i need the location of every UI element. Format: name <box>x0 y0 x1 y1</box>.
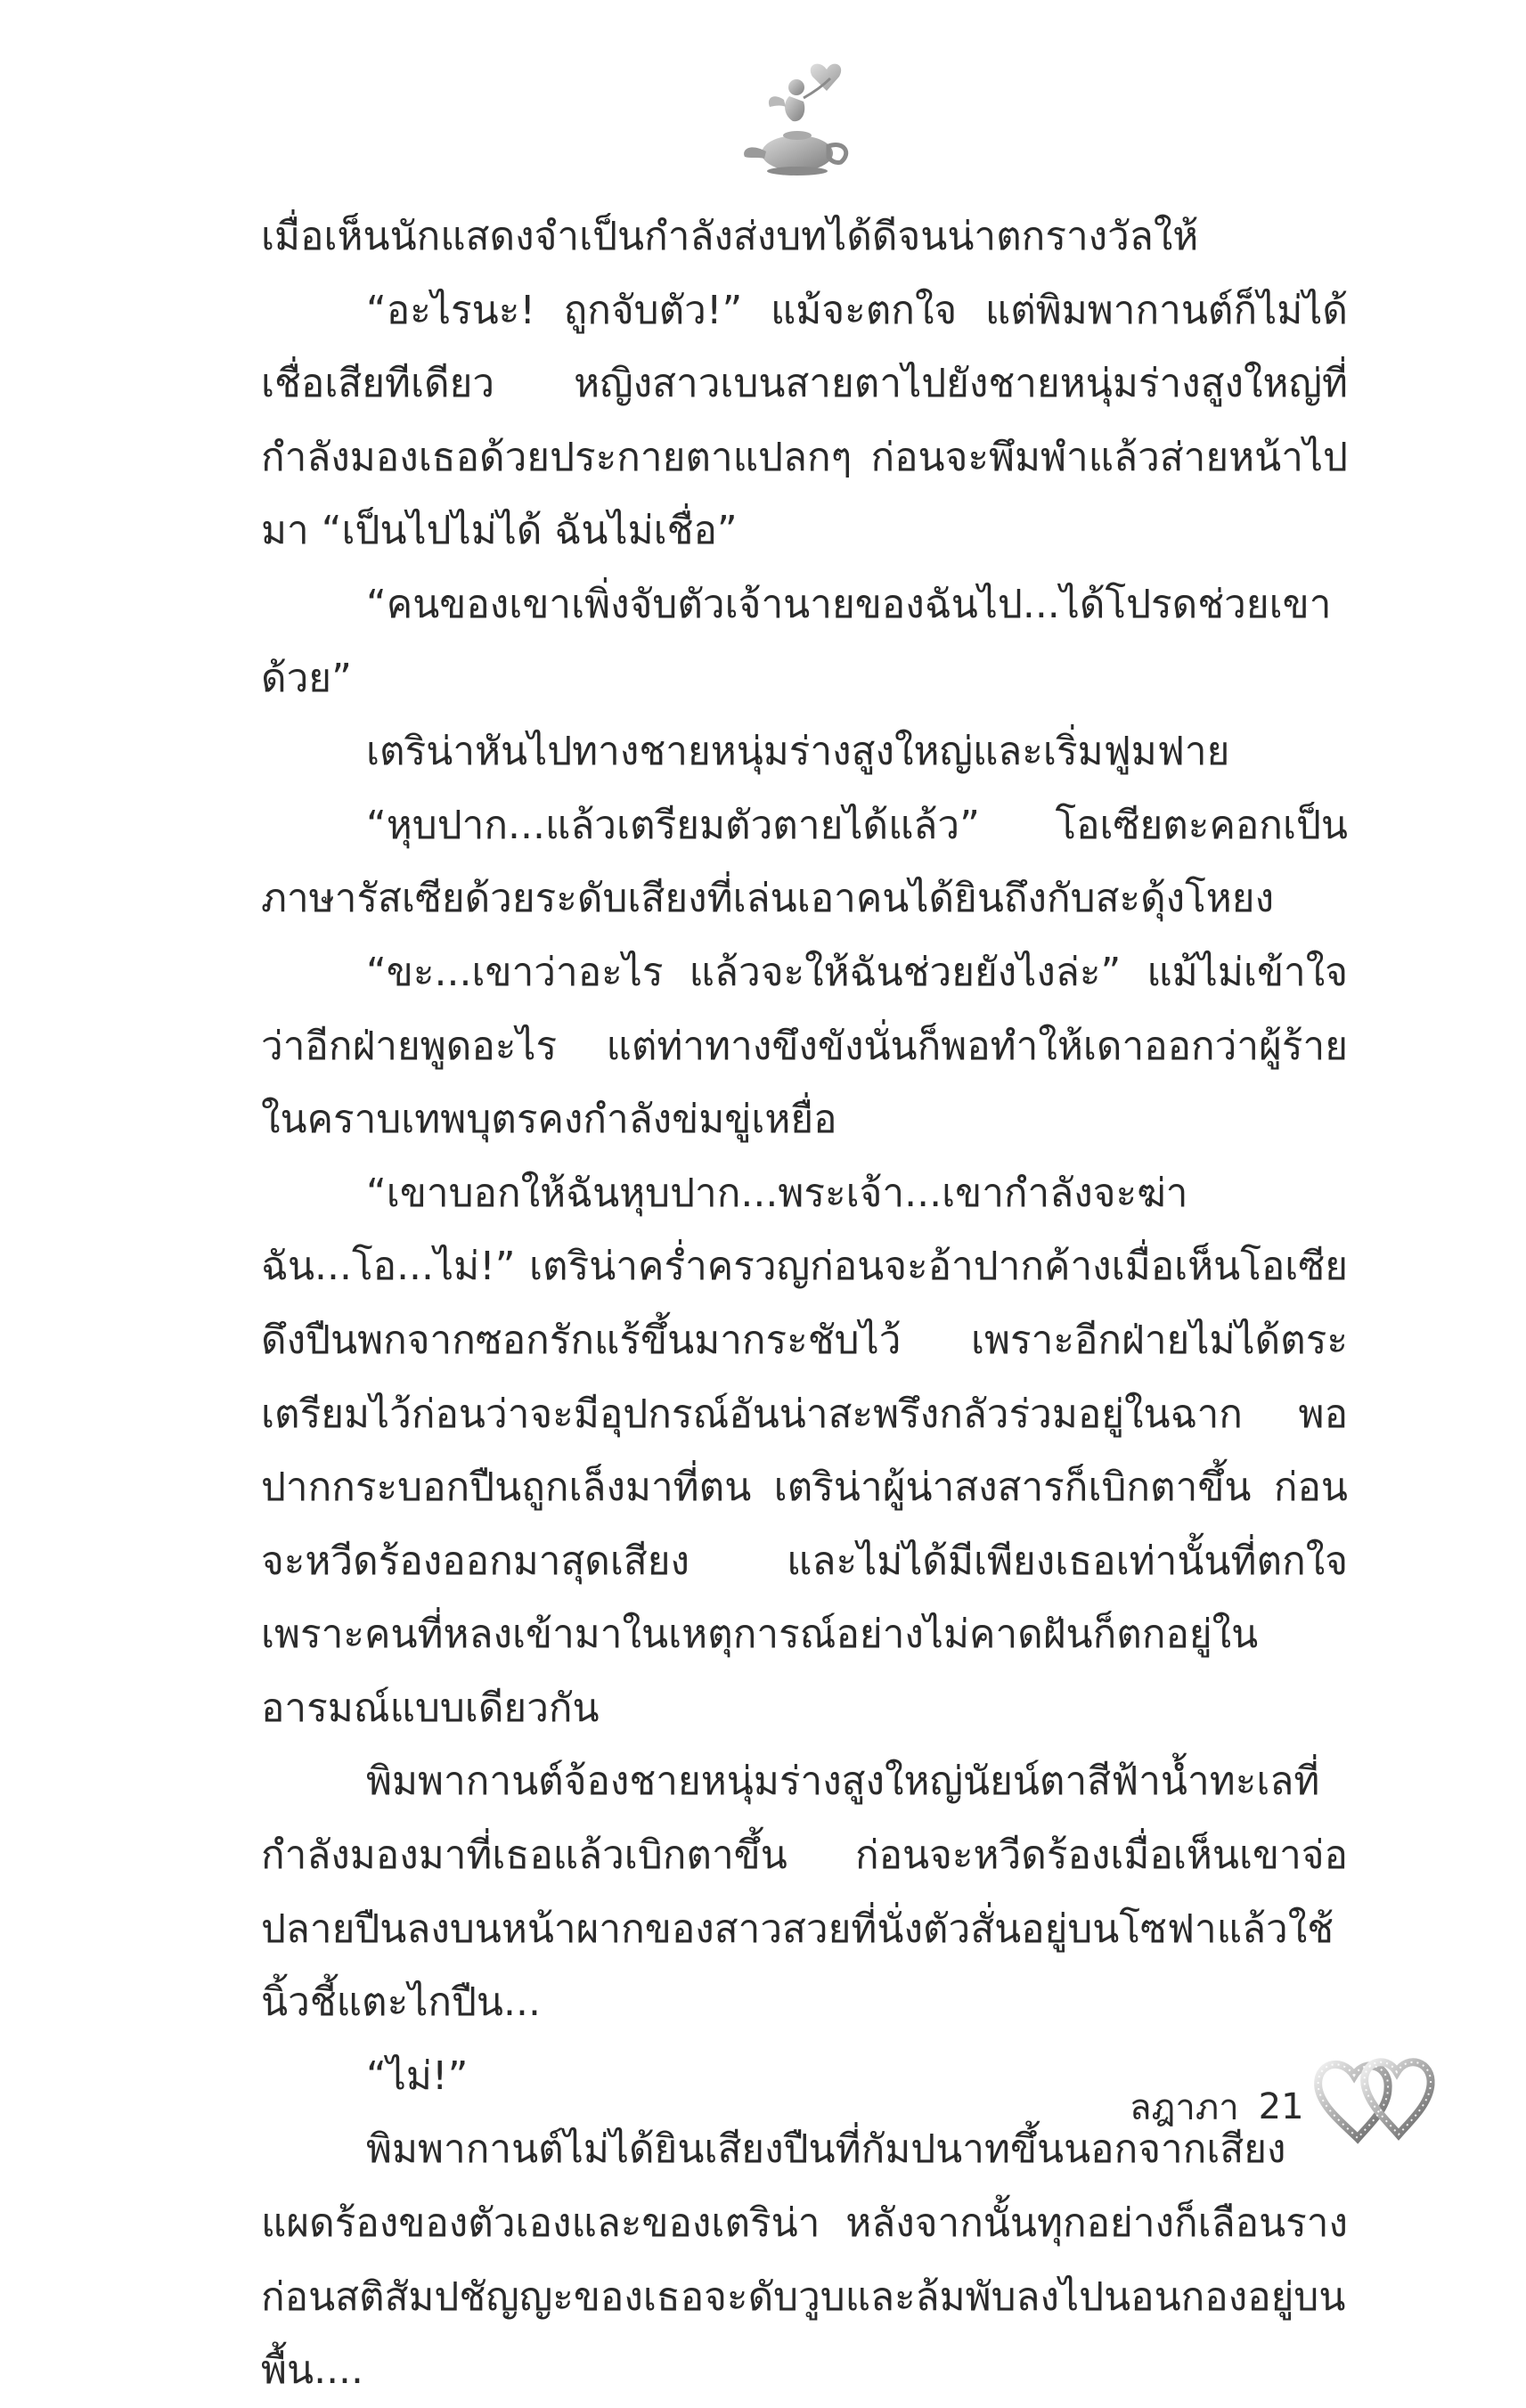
paragraph-7: “เขาบอกให้ฉันหุบปาก...พระเจ้า...เขากำลังจะฆ่าฉัน...โอ...ไม่!” เตริน่าคร่ำครวญก่อนจะอ้าปากค้างเมื่อเห็นโอเซียดึงปืนพกจากซอกรักแร้ขึ้นมากระชับไว้ เพราะอีกฝ่ายไม่ได้ตระเตรียมไว้ก่อนว่าจะมีอุปกรณ์อันน่าสะพรึงกลัวร่วมอยู่ในฉาก พอปากกระบอกปืนถูกเล็งมาที่ตน เตริน่าผู้น่าสงสารก็เบิกตาขึ้น ก่อนจะหวีดร้องออกมาสุดเสียง และไม่ได้มีเพียงเธอเท่านั้นที่ตกใจ เพราะคนที่หลงเข้ามาในเหตุการณ์อย่างไม่คาดฝันก็ตกอยู่ในอารมณ์แบบเดียวกัน <box>261 1170 1348 1731</box>
paragraph-3: “คนของเขาเพิ่งจับตัวเจ้านายของฉันไป...ได้โปรดช่วยเขาด้วย” <box>261 581 1332 701</box>
paragraph-9: “ไม่!” <box>366 2053 469 2099</box>
author-name: ลฎาภา <box>1130 2087 1239 2128</box>
paragraph-10: พิมพากานต์ไม่ได้ยินเสียงปืนที่กัมปนาทขึ้นนอกจากเสียงแผดร้องของตัวเองและของเตริน่า หลังจากนั้นทุกอย่างก็เลือนราง ก่อนสติสัมปชัญญะของเธอจะดับวูบและล้มพับลงไปนอนกองอยู่บนพื้น.... <box>261 2126 1348 2394</box>
page-number: 21 <box>1258 2086 1304 2127</box>
paragraph-5: “หุบปาก...แล้วเตรียมตัวตายได้แล้ว” โอเซียตะคอกเป็นภาษารัสเซียด้วยระดับเสียงที่เล่นเอาคนได้ยินถึงกับสะดุ้งโหยง <box>261 802 1348 922</box>
cupid-teapot-icon <box>730 53 864 187</box>
paragraph-4: เตริน่าหันไปทางชายหนุ่มร่างสูงใหญ่และเริ่มฟูมฟาย <box>366 729 1230 775</box>
paragraph-2: “อะไรนะ! ถูกจับตัว!” แม้จะตกใจ แต่พิมพากานต์ก็ไม่ได้เชื่อเสียทีเดียว หญิงสาวเบนสายตาไปยังชายหนุ่มร่างสูงใหญ่ที่กำลังมองเธอด้วยประกายตาแปลกๆ ก่อนจะพึมพำแล้วส่ายหน้าไปมา “เป็นไปไม่ได้ ฉันไม่เชื่อ” <box>261 287 1348 554</box>
paragraph-8: พิมพากานต์จ้องชายหนุ่มร่างสูงใหญ่นัยน์ตาสีฟ้าน้ำทะเลที่กำลังมองมาที่เธอแล้วเบิกตาขึ้น ก่อนจะหวีดร้องเมื่อเห็นเขาจ่อปลายปืนลงบนหน้าผากของสาวสวยที่นั่งตัวสั่นอยู่บนโซฟาแล้วใช้นิ้วชี้แตะไกปืน... <box>261 1759 1348 2026</box>
paragraph-6: “ขะ...เขาว่าอะไร แล้วจะให้ฉันช่วยยังไงล่ะ” แม้ไม่เข้าใจว่าอีกฝ่ายพูดอะไร แต่ท่าทางขึงขังนั่นก็พอทำให้เดาออกว่าผู้ร้ายในคราบเทพบุตรคงกำลังข่มขู่เหยื่อ <box>261 949 1348 1143</box>
body-text <box>261 200 1348 2408</box>
paragraph-1: เมื่อเห็นนักแสดงจำเป็นกำลังส่งบทได้ดีจนน่าตกรางวัลให้ <box>261 214 1199 259</box>
double-heart-icon <box>1311 2049 1445 2160</box>
page-footer <box>1130 2080 1304 2134</box>
